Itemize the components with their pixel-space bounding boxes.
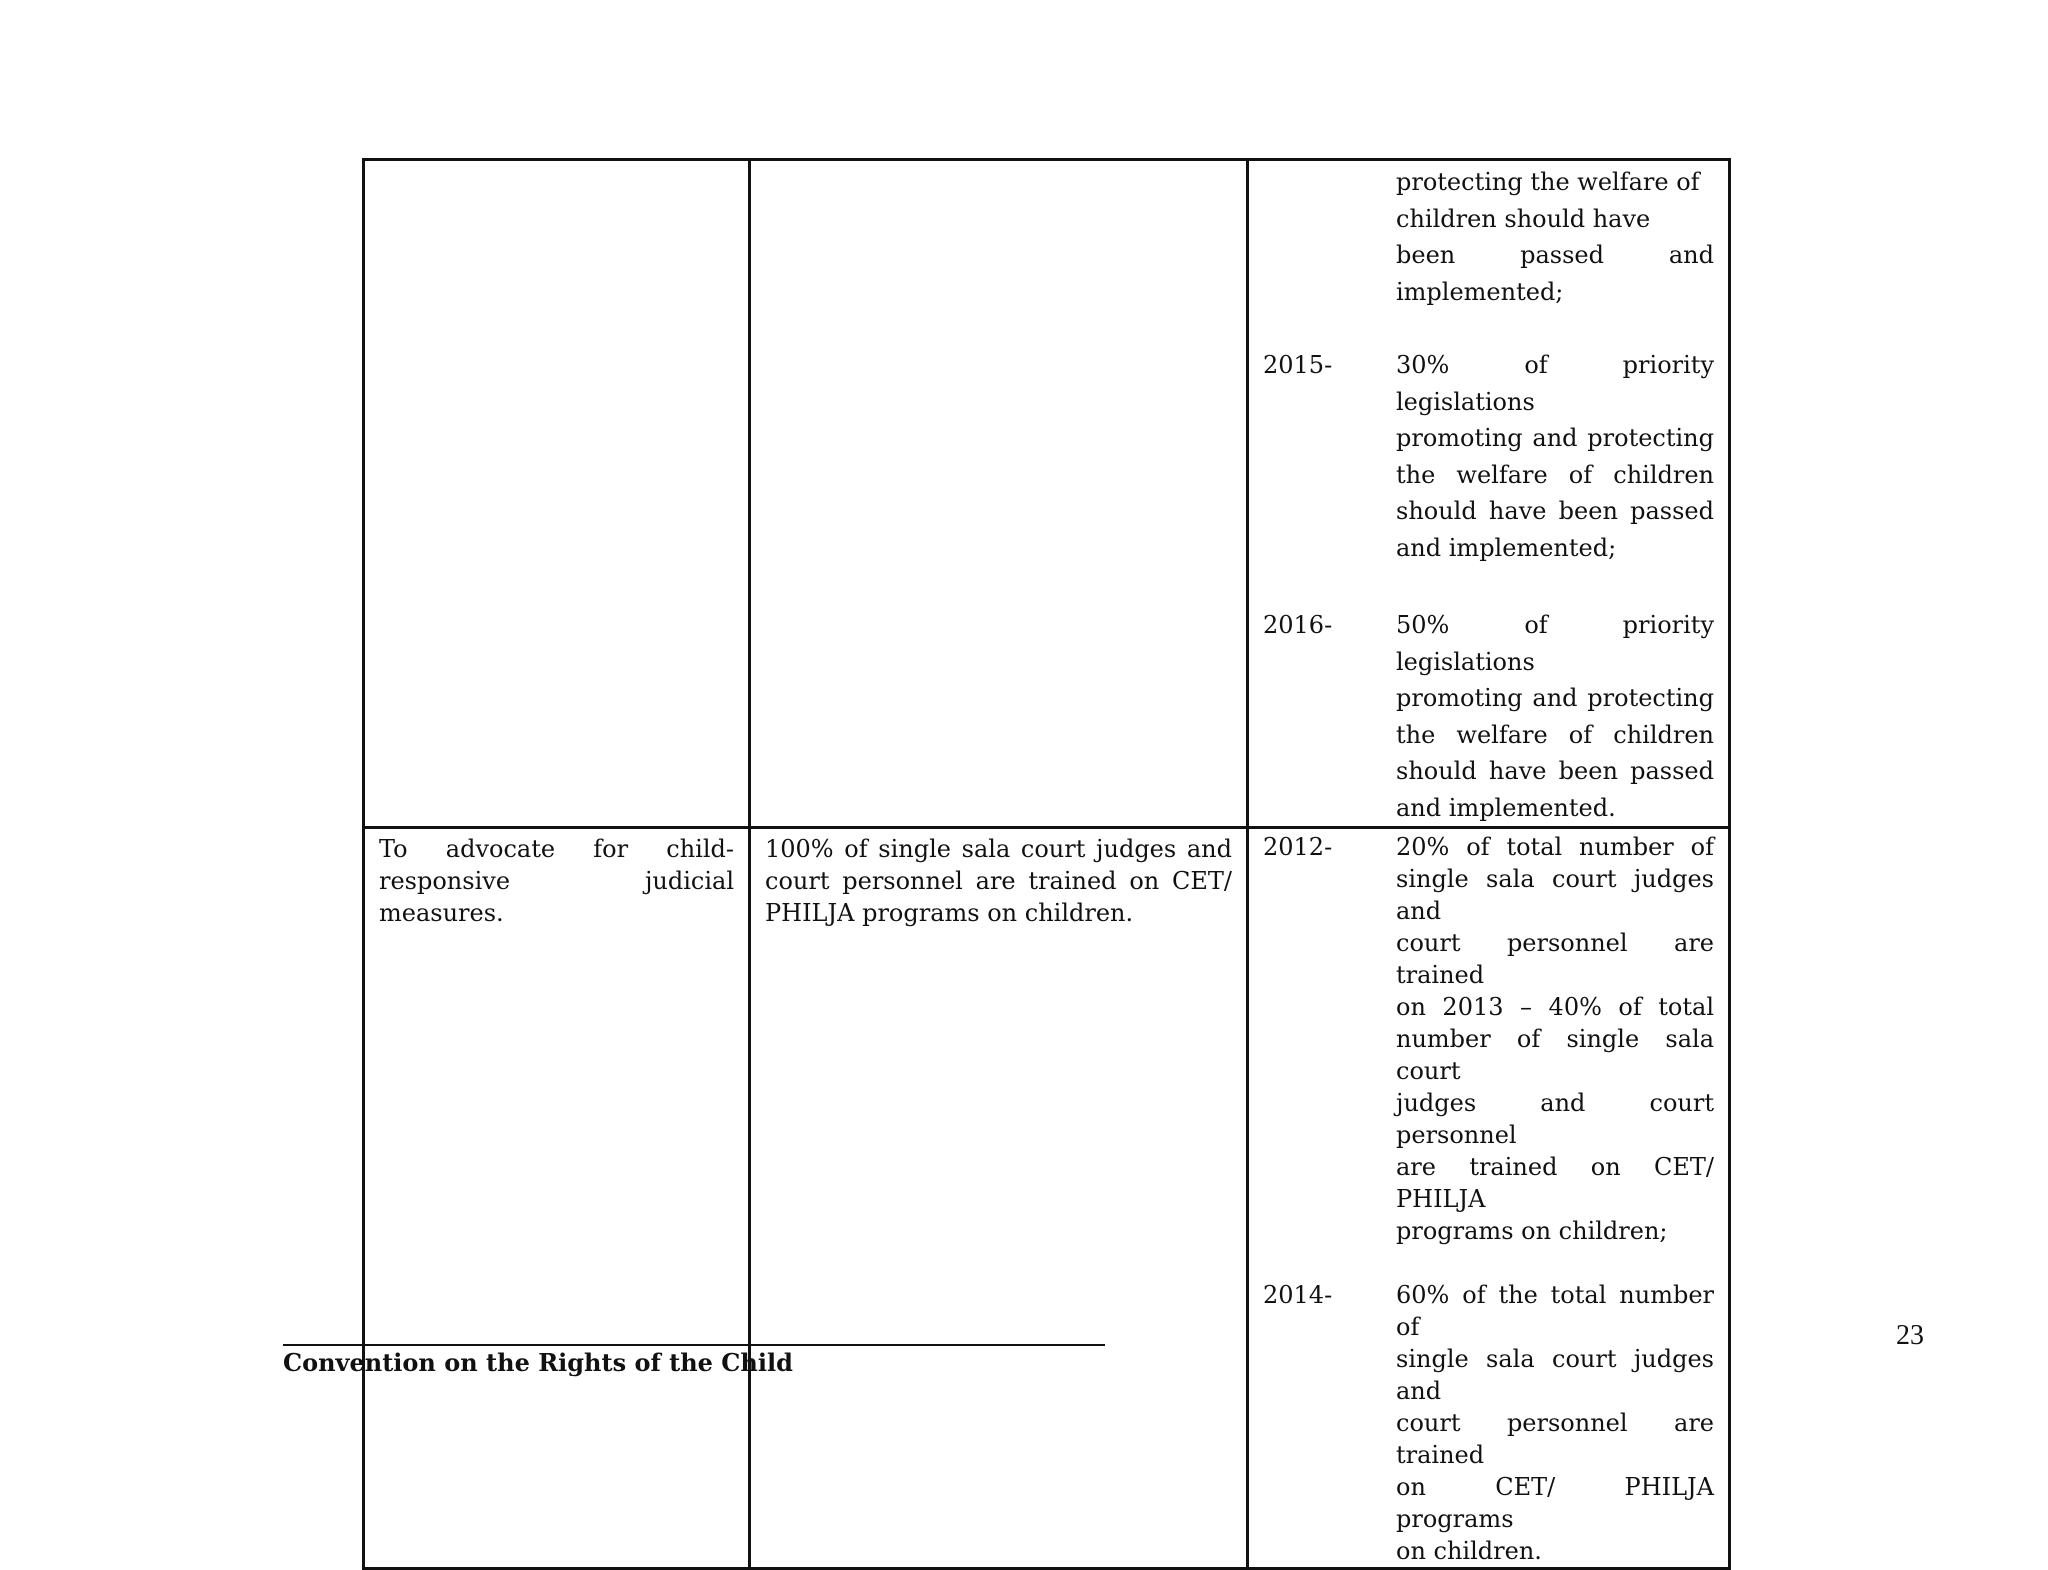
- target-line: the welfare of children: [1396, 460, 1714, 489]
- targets-cell: [1248, 160, 1730, 828]
- target-line: court personnel are trained: [1396, 929, 1714, 989]
- footer-title: Convention on the Rights of the Child: [283, 1348, 793, 1377]
- table-row: [364, 160, 1730, 828]
- table-row: [364, 828, 1730, 1569]
- footer-rule: [283, 1344, 1105, 1346]
- target-entry: [1249, 831, 1728, 1247]
- objective-cell: [364, 828, 750, 1569]
- target-year: 2015-: [1263, 351, 1333, 379]
- target-line: the welfare of children: [1396, 720, 1714, 749]
- target-line: 60% of the total number of: [1396, 1281, 1714, 1341]
- target-line: on 2013 – 40% of total: [1396, 993, 1714, 1021]
- target-entry: [1249, 607, 1728, 826]
- target-entry: [1249, 347, 1728, 566]
- target-line: are trained on CET/ PHILJA: [1396, 1153, 1714, 1213]
- target-line: been passed and: [1396, 241, 1714, 269]
- target-year: 2016-: [1263, 611, 1333, 639]
- indicator-cell: [750, 828, 1248, 1569]
- target-line: on CET/ PHILJA programs: [1396, 1473, 1714, 1533]
- target-line: and implemented.: [1396, 793, 1616, 822]
- target-line: 30% of priority legislations: [1396, 351, 1714, 416]
- target-line: promoting and protecting: [1396, 684, 1714, 712]
- target-line: 20% of total number of: [1396, 833, 1714, 861]
- target-line: 50% of priority legislations: [1396, 611, 1714, 676]
- targets-cell: [1248, 828, 1730, 1569]
- indicator-cell: [750, 160, 1248, 828]
- target-line: single sala court judges and: [1396, 865, 1714, 925]
- target-continuation: [1249, 164, 1728, 310]
- target-line: number of single sala court: [1396, 1025, 1714, 1085]
- target-line: on children.: [1396, 1537, 1542, 1565]
- objective-cell: [364, 160, 750, 828]
- target-line: programs on children;: [1396, 1217, 1668, 1245]
- indicator-text: 100% of single sala court judges and court personnel are trained on CET/ PHILJA programs on children.: [765, 835, 1232, 927]
- target-line: should have been passed: [1396, 757, 1714, 785]
- target-line: court personnel are trained: [1396, 1409, 1714, 1469]
- objective-text: To advocate for child-responsive judicial measures.: [379, 835, 734, 927]
- target-line: protecting the welfare of: [1396, 168, 1700, 196]
- target-line: judges and court personnel: [1396, 1089, 1714, 1149]
- target-year: 2012-: [1263, 833, 1333, 861]
- target-line: implemented;: [1396, 277, 1564, 306]
- page-number: 23: [1896, 1320, 1924, 1351]
- target-year: 2014-: [1263, 1281, 1333, 1309]
- target-line: promoting and protecting: [1396, 424, 1714, 452]
- target-line: and implemented;: [1396, 533, 1617, 562]
- target-line: single sala court judges and: [1396, 1345, 1714, 1405]
- target-line: children should have: [1396, 204, 1651, 233]
- target-entry: [1249, 1279, 1728, 1567]
- target-line: should have been passed: [1396, 497, 1714, 525]
